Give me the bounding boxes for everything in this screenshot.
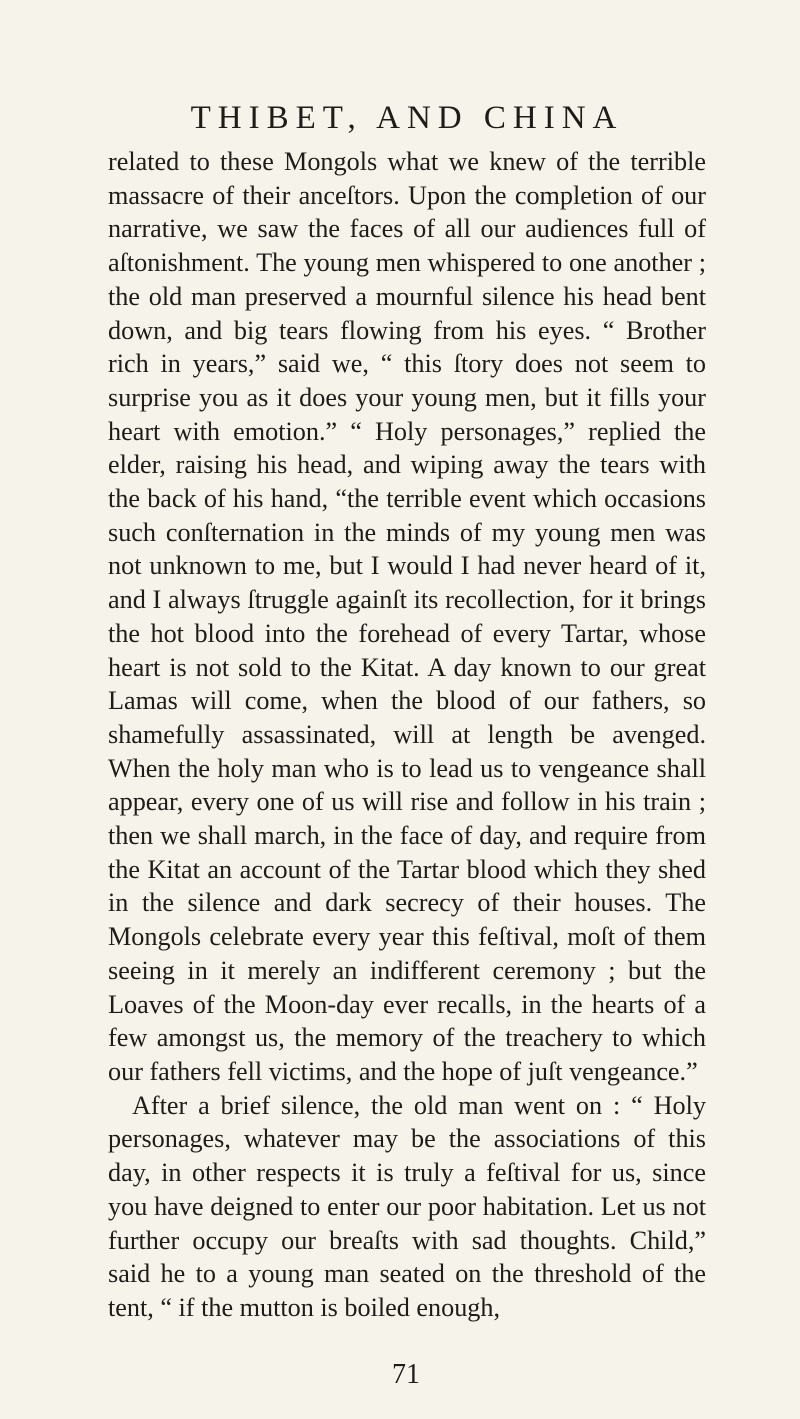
page-number: 71 (392, 1359, 420, 1390)
body-text (108, 145, 706, 1325)
running-head: THIBET, AND CHINA (190, 100, 624, 136)
paragraph-1: related to these Mongols what we knew of the terrible massacre of their anceſtors. Upon the completion of our narrative, we saw the faces of all our audiences full of aſtonishment. The young men whispered to one another ; the old man preserved a mournful silence his head bent down, and big tears flowing from his eyes. “ Brother rich in years,” said we, “ this ſtory does not seem to surprise you as it does your young men, but it fills your heart with emotion.” “ Holy personages,” replied the elder, raising his head, and wiping away the tears with the back of his hand, “the terrible event which occasions such conſternation in the minds of my young men was not unknown to me, but I would I had never heard of it, and I always ſtruggle againſt its recollection, for it brings the hot blood into the forehead of every Tartar, whose heart is not sold to the Kitat. A day known to our great Lamas will come, when the blood of our fathers, so shamefully assassinated, will at length be avenged. When the holy man who is to lead us to vengeance shall appear, every one of us will rise and follow in his train ; then we shall march, in the face of day, and require from the Kitat an account of the Tartar blood which they shed in the silence and dark secrecy of their houses. The Mongols celebrate every year this feſtival, moſt of them seeing in it merely an indifferent ceremony ; but the Loaves of the Moon-day ever recalls, in the hearts of a few amongst us, the memory of the treachery to which our fathers fell victims, and the hope of juſt vengeance.” (108, 147, 706, 1086)
paragraph-2: After a brief silence, the old man went on : “ Holy personages, whatever may be the associations of this day, in other respects it is truly a feſtival for us, since you have deigned to enter our poor habitation. Let us not further occupy our breaſts with sad thoughts. Child,” said he to a young man seated on the threshold of the tent, “ if the mutton is boiled enough, (108, 1090, 706, 1322)
